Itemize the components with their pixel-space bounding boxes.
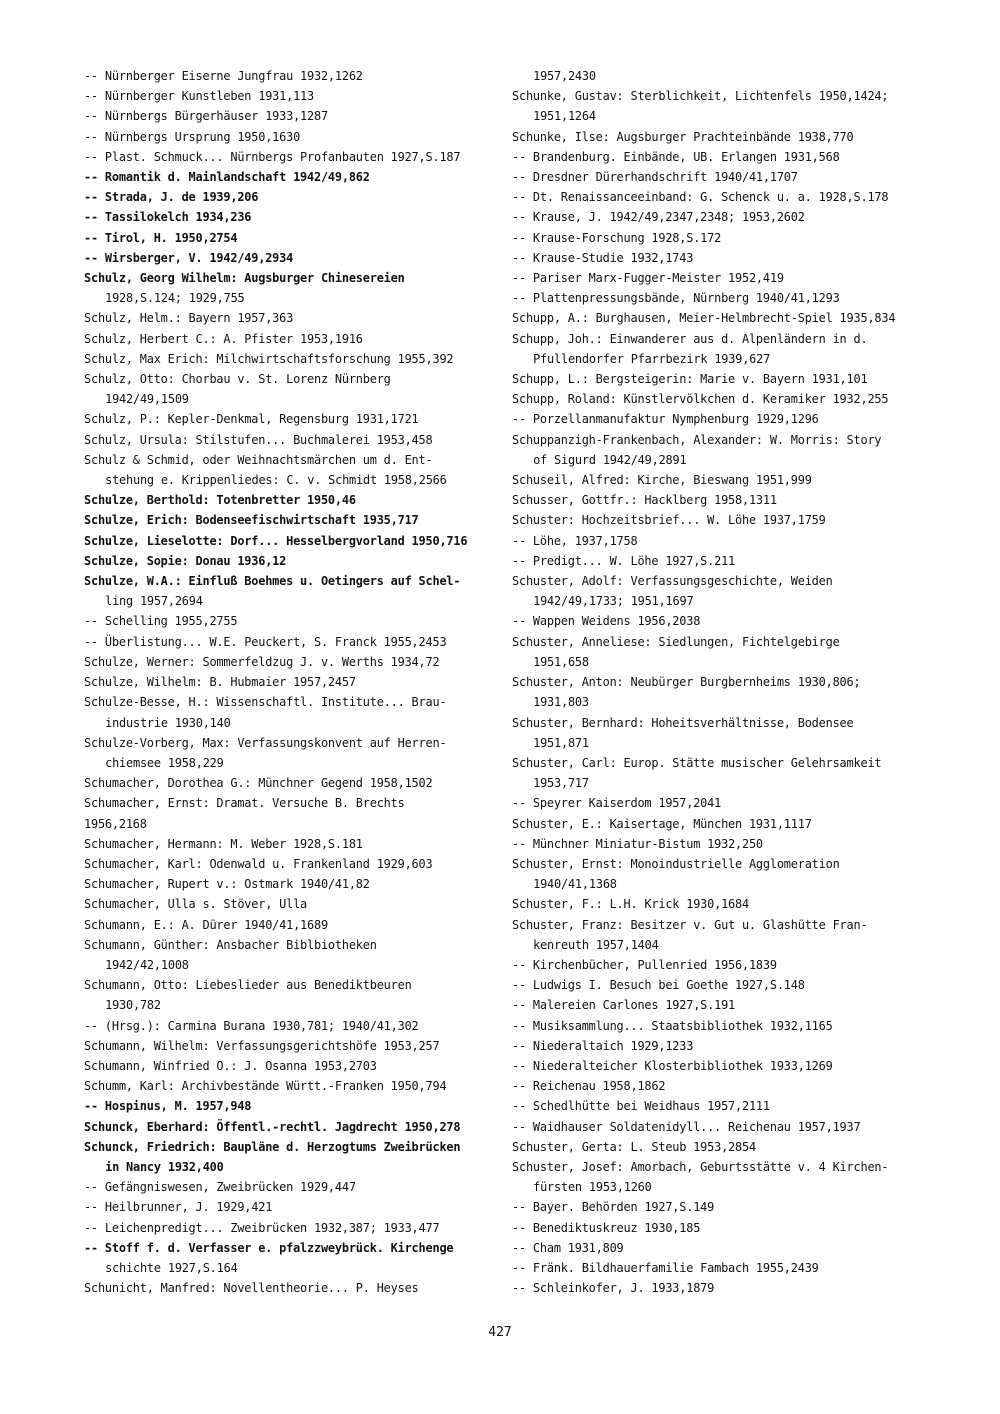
index-entry-continuation: of Sigurd 1942/49,2891: [533, 451, 687, 467]
index-entry: -- Münchner Miniatur-Bistum 1932,250: [512, 835, 763, 851]
index-entry: Schulz, Helm.: Bayern 1957,363: [84, 310, 294, 326]
index-entry: -- Speyrer Kaiserdom 1957,2041: [512, 795, 722, 811]
index-entry: -- Hospinus, M. 1957,948: [84, 1098, 252, 1114]
index-entry: Schulze, Sopie: Donau 1936,12: [84, 552, 287, 568]
index-entry: -- Krause-Studie 1932,1743: [512, 249, 694, 265]
index-entry-continuation: Pfullendorfer Pfarrbezirk 1939,627: [533, 350, 771, 366]
index-entry: -- Überlistung... W.E. Peuckert, S. Franck 1955,2453: [84, 633, 447, 649]
index-entry: -- Wappen Weidens 1956,2038: [512, 613, 701, 629]
index-entry: -- Ludwigs I. Besuch bei Goethe 1927,S.148: [512, 977, 805, 993]
index-entry: -- Nürnbergs Bürgerhäuser 1933,1287: [84, 108, 328, 124]
index-entry: -- Leichenpredigt... Zweibrücken 1932,387; 1933,477: [84, 1219, 440, 1235]
index-entry: -- Schedlhütte bei Weidhaus 1957,2111: [512, 1098, 770, 1114]
index-entry-continuation: 1931,803: [533, 694, 589, 710]
index-entry: Schulze-Vorberg, Max: Verfassungskonvent auf Herren-: [84, 734, 447, 750]
index-entry: -- Predigt... W. Löhe 1927,S.211: [512, 552, 736, 568]
index-entry: Schuster, F.: L.H. Krick 1930,1684: [512, 896, 749, 912]
index-entry: Schuster, Anneliese: Siedlungen, Fichtelgebirge: [512, 633, 840, 649]
index-entry-continuation: 1942/49,1509: [105, 391, 189, 407]
index-entry: -- Schelling 1955,2755: [84, 613, 238, 629]
index-entry: Schuster, Gerta: L. Steub 1953,2854: [512, 1138, 756, 1154]
index-entry: -- Krause-Forschung 1928,S.172: [512, 229, 722, 245]
index-entry: Schupp, L.: Bergsteigerin: Marie v. Bayern 1931,101: [512, 371, 868, 387]
index-entry-continuation: schichte 1927,S.164: [105, 1259, 238, 1275]
index-entry: -- Schleinkofer, J. 1933,1879: [512, 1280, 715, 1296]
index-entry: Schulze, Berthold: Totenbretter 1950,46: [84, 492, 356, 508]
index-entry: Schulze, Wilhelm: B. Hubmaier 1957,2457: [84, 674, 356, 690]
index-entry: -- Nürnberger Eiserne Jungfrau 1932,1262: [84, 68, 363, 83]
index-entry-continuation: 1928,S.124; 1929,755: [105, 290, 245, 306]
index-entry: -- Dresdner Dürerhandschrift 1940/41,1707: [512, 169, 798, 185]
index-entry: -- Reichenau 1958,1862: [512, 1078, 666, 1094]
index-entry: Schuster, Josef: Amorbach, Geburtsstätte v. 4 Kirchen-: [512, 1158, 889, 1174]
index-entry-continuation: 1957,2430: [533, 68, 596, 83]
index-entry-continuation: industrie 1930,140: [105, 714, 231, 730]
index-entry: Schusser, Gottfr.: Hacklberg 1958,1311: [512, 492, 777, 508]
index-entry-continuation: 1951,658: [533, 653, 589, 669]
left-column: [84, 66, 494, 1298]
index-entry: Schulz, Otto: Chorbau v. St. Lorenz Nürnberg: [84, 371, 391, 387]
index-entry: -- Tirol, H. 1950,2754: [84, 229, 238, 245]
index-entry: Schunke, Gustav: Sterblichkeit, Lichtenfels 1950,1424;: [512, 88, 889, 104]
index-entry: -- Bayer. Behörden 1927,S.149: [512, 1199, 715, 1215]
index-entry: -- Pariser Marx-Fugger-Meister 1952,419: [512, 270, 784, 286]
index-entry: Schumacher, Hermann: M. Weber 1928,S.181: [84, 835, 363, 851]
index-entry: Schupp, A.: Burghausen, Meier-Helmbrecht-Spiel 1935,834: [512, 310, 896, 326]
index-entry: -- Brandenburg. Einbände, UB. Erlangen 1931,568: [512, 148, 840, 164]
index-entry: -- Kirchenbücher, Pullenried 1956,1839: [512, 956, 777, 972]
index-entry: Schumacher, Karl: Odenwald u. Frankenland 1929,603: [84, 855, 433, 871]
page-number: 427: [488, 1325, 512, 1340]
index-entry: -- Benediktuskreuz 1930,185: [512, 1219, 701, 1235]
index-entry: Schumacher, Dorothea G.: Münchner Gegend 1958,1502: [84, 775, 433, 791]
index-entry: -- Romantik d. Mainlandschaft 1942/49,862: [84, 169, 370, 185]
index-entry: Schumann, Winfried O.: J. Osanna 1953,2703: [84, 1057, 377, 1073]
index-entry: Schumann, Wilhelm: Verfassungsgerichtshöfe 1953,257: [84, 1037, 440, 1053]
index-entry: Schulze, Werner: Sommerfeldzug J. v. Werths 1934,72: [84, 653, 440, 669]
index-entry: -- Porzellanmanufaktur Nymphenburg 1929,1296: [512, 411, 819, 427]
index-entry-continuation: 1940/41,1368: [533, 876, 617, 892]
index-entry-continuation: 1930,782: [105, 997, 161, 1013]
index-entry: Schulz, Georg Wilhelm: Augsburger Chinesereien: [84, 270, 405, 286]
index-entry: Schumm, Karl: Archivbestände Württ.-Franken 1950,794: [84, 1078, 447, 1094]
index-entry: -- Niederalteicher Klosterbibliothek 1933,1269: [512, 1057, 833, 1073]
index-entry: -- Wirsberger, V. 1942/49,2934: [84, 249, 294, 265]
index-entry: Schulz, Max Erich: Milchwirtschaftsforschung 1955,392: [84, 350, 454, 366]
index-entry: -- (Hrsg.): Carmina Burana 1930,781; 1940/41,302: [84, 1017, 419, 1033]
index-entry: Schuster, Adolf: Verfassungsgeschichte, Weiden: [512, 573, 833, 589]
index-entry: Schulze, Lieselotte: Dorf... Hesselbergvorland 1950,716: [84, 532, 468, 548]
index-entry: -- Gefängniswesen, Zweibrücken 1929,447: [84, 1179, 356, 1195]
index-entry: -- Strada, J. de 1939,206: [84, 189, 259, 205]
index-entry: Schuster, E.: Kaisertage, München 1931,1117: [512, 815, 812, 831]
index-entry: -- Nürnbergs Ursprung 1950,1630: [84, 128, 301, 144]
right-column: [512, 66, 932, 1298]
index-entry-continuation: fürsten 1953,1260: [533, 1179, 652, 1195]
index-entry: -- Heilbrunner, J. 1929,421: [84, 1199, 273, 1215]
index-entry-continuation: chiemsee 1958,229: [105, 754, 224, 770]
index-entry-continuation: stehung e. Krippenliedes: C. v. Schmidt 1958,2566: [105, 472, 447, 488]
index-entry: Schuster, Ernst: Monoindustrielle Agglomeration: [512, 855, 840, 871]
index-entry: Schuster, Anton: Neubürger Burgbernheims 1930,806;: [512, 674, 861, 690]
index-entry: -- Tassilokelch 1934,236: [84, 209, 252, 225]
index-entry: Schulze-Besse, H.: Wissenschaftl. Institute... Brau-: [84, 694, 447, 710]
index-entry: Schumacher, Rupert v.: Ostmark 1940/41,82: [84, 876, 370, 892]
index-entry-continuation: 1942/49,1733; 1951,1697: [533, 593, 694, 609]
index-entry: Schuster, Carl: Europ. Stätte musischer Gelehrsamkeit: [512, 754, 882, 770]
index-entry: Schulz, Ursula: Stilstufen... Buchmalerei 1953,458: [84, 431, 433, 447]
index-entry: -- Plattenpressungsbände, Nürnberg 1940/41,1293: [512, 290, 840, 306]
index-entry: Schuseil, Alfred: Kirche, Bieswang 1951,999: [512, 472, 812, 488]
index-entry: Schuster, Bernhard: Hoheitsverhältnisse, Bodensee: [512, 714, 854, 730]
index-entry-continuation: ling 1957,2694: [105, 593, 203, 609]
index-entry: Schuppanzigh-Frankenbach, Alexander: W. Morris: Story: [512, 431, 882, 447]
index-entry-continuation: 1951,871: [533, 734, 589, 750]
index-entry: Schulze, Erich: Bodenseefischwirtschaft 1935,717: [84, 512, 419, 528]
index-entry: Schupp, Joh.: Einwanderer aus d. Alpenländern in d.: [512, 330, 868, 346]
index-entry: -- Nürnberger Kunstleben 1931,113: [84, 88, 314, 104]
index-entry: Schupp, Roland: Künstlervölkchen d. Keramiker 1932,255: [512, 391, 889, 407]
index-entry: Schumann, Günther: Ansbacher Biblbiotheken: [84, 936, 377, 952]
index-entry-continuation: 1953,717: [533, 775, 589, 791]
index-entry: -- Dt. Renaissanceeinband: G. Schenck u. a. 1928,S.178: [512, 189, 889, 205]
index-entry: Schulz, Herbert C.: A. Pfister 1953,1916: [84, 330, 363, 346]
index-entry: -- Musiksammlung... Staatsbibliothek 1932,1165: [512, 1017, 833, 1033]
index-entry: -- Cham 1931,809: [512, 1239, 624, 1255]
index-entry: -- Niederaltaich 1929,1233: [512, 1037, 694, 1053]
index-entry-continuation: 1951,1264: [533, 108, 596, 124]
index-entry: Schunck, Eberhard: Öffentl.-rechtl. Jagdrecht 1950,278: [84, 1118, 461, 1134]
index-entry: -- Malereien Carlones 1927,S.191: [512, 997, 736, 1013]
index-entry: Schulze, W.A.: Einfluß Boehmes u. Oetingers auf Schel-: [84, 573, 461, 589]
index-entry: Schunke, Ilse: Augsburger Prachteinbände 1938,770: [512, 128, 854, 144]
index-entry: Schumann, Otto: Liebeslieder aus Benediktbeuren: [84, 977, 412, 993]
index-entry-continuation: 1942/42,1008: [105, 956, 189, 972]
index-entry: -- Plast. Schmuck... Nürnbergs Profanbauten 1927,S.187: [84, 148, 461, 164]
index-entry: Schumacher, Ernst: Dramat. Versuche B. Brechts: [84, 795, 405, 811]
index-entry: 1956,2168: [84, 815, 147, 831]
index-entry: Schulz, P.: Kepler-Denkmal, Regensburg 1931,1721: [84, 411, 419, 427]
index-entry: Schulz & Schmid, oder Weihnachtsmärchen um d. Ent-: [84, 451, 433, 467]
index-entry-continuation: kenreuth 1957,1404: [533, 936, 659, 952]
index-entry: Schunck, Friedrich: Baupläne d. Herzogtums Zweibrücken: [84, 1138, 461, 1154]
index-entry: Schuster, Franz: Besitzer v. Gut u. Glashütte Fran-: [512, 916, 868, 932]
index-entry: Schumann, E.: A. Dürer 1940/41,1689: [84, 916, 328, 932]
index-entry: -- Waidhauser Soldatenidyll... Reichenau 1957,1937: [512, 1118, 861, 1134]
index-entry: -- Krause, J. 1942/49,2347,2348; 1953,2602: [512, 209, 805, 225]
index-entry: -- Löhe, 1937,1758: [512, 532, 638, 548]
index-entry: Schumacher, Ulla s. Stöver, Ulla: [84, 896, 308, 912]
index-entry: -- Fränk. Bildhauerfamilie Fambach 1955,2439: [512, 1259, 819, 1275]
index-entry: Schunicht, Manfred: Novellentheorie... P. Heyses: [84, 1280, 419, 1296]
index-entry-continuation: in Nancy 1932,400: [105, 1158, 224, 1174]
index-entry: Schuster: Hochzeitsbrief... W. Löhe 1937,1759: [512, 512, 826, 528]
index-entry: -- Stoff f. d. Verfasser e. pfalzzweybrück. Kirchenge: [84, 1239, 454, 1255]
